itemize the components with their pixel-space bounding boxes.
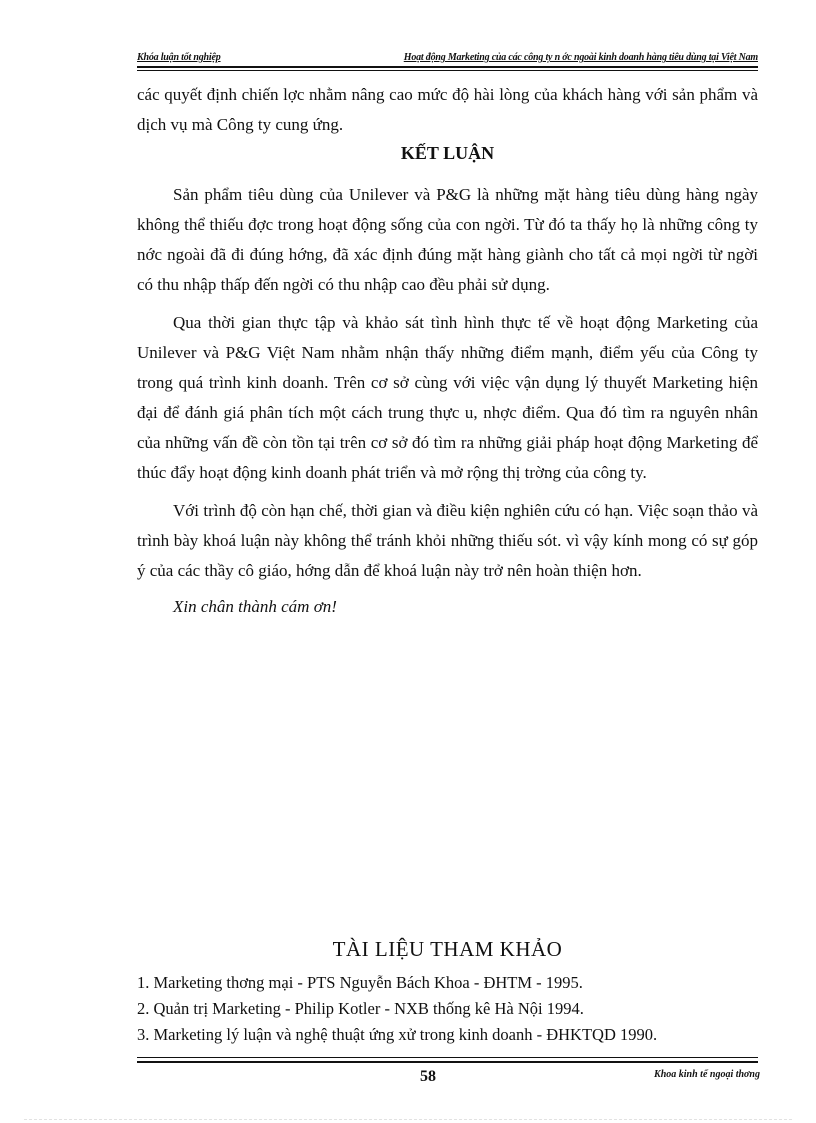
reference-item: 1. Marketing thơng mại - PTS Nguyễn Bách Khoa - ĐHTM - 1995. [137, 973, 583, 992]
conclusion-paragraph-2: Qua thời gian thực tập và khảo sát tình hình thực tế về hoạt động Marketing của Unilever và P&G Việt Nam nhằm nhận thấy những điểm mạnh, điểm yếu của Công ty trong quá trình kinh doanh. Trên cơ sở cùng với việc vận dụng lý thuyết Marketing hiện đại để đánh giá phân tích một cách trung thực u, nhợc điểm. Qua đó tìm ra nguyên nhân của những vấn đề còn tồn tại trên cơ sở đó tìm ra những giải pháp hoạt động Marketing để thúc đẩy hoạt động kinh doanh phát triển và mở rộng thị trờng của công ty. [137, 313, 758, 482]
references-title: TÀI LIỆU THAM KHẢO [332, 937, 563, 961]
header-thesis-title: Hoạt động Marketing của các công ty n ớc ngoài kinh doanh hàng tiêu dùng tại Việt Nam [403, 52, 758, 63]
reference-item: 2. Quản trị Marketing - Philip Kotler - NXB thống kê Hà Nội 1994. [137, 999, 584, 1018]
header-rule-thin [137, 70, 758, 71]
page-edge-divider [24, 1119, 792, 1120]
footer-rule [137, 1061, 758, 1063]
reference-item: 3. Marketing lý luận và nghệ thuật ứng xử trong kinh doanh - ĐHKTQD 1990. [137, 1025, 658, 1044]
closing-thanks: Xin chân thành cám ơn! [173, 597, 337, 616]
page-header [137, 52, 758, 66]
document-body [137, 80, 758, 622]
page-number: 58 [420, 1068, 436, 1085]
conclusion-paragraph-3: Với trình độ còn hạn chế, thời gian và điều kiện nghiên cứu có hạn. Việc soạn thảo và trình bày khoá luận này không thể tránh khỏi những thiếu sót. vì vậy kính mong có sự góp ý của các thầy cô giáo, hớng dẫn để khoá luận này trở nên hoàn thiện hơn. [137, 501, 758, 580]
footer-faculty: Khoa kinh tế ngoại thơng [654, 1069, 760, 1080]
conclusion-paragraph-1: Sản phẩm tiêu dùng của Unilever và P&G là những mặt hàng tiêu dùng hàng ngày không thể thiếu đợc trong hoạt động sống của con ngời. Từ đó ta thấy họ là những công ty nớc ngoài đã đi đúng hớng, đã xác định đúng mặt hàng giành cho tất cả mọi ngời từ ngời có thu nhập thấp đến ngời có thu nhập cao đều phải sử dụng. [137, 185, 758, 294]
header-rule [137, 66, 758, 68]
references-list [137, 970, 758, 1048]
conclusion-heading: KẾT LUẬN [400, 143, 495, 163]
continuation-paragraph: các quyết định chiến lợc nhằm nâng cao mức độ hài lòng của khách hàng với sản phẩm và dịch vụ mà Công ty cung ứng. [137, 85, 758, 134]
footer-rule-thin [137, 1057, 758, 1058]
references-section [137, 934, 758, 1048]
header-thesis-label: Khóa luận tốt nghiệp [137, 52, 221, 63]
